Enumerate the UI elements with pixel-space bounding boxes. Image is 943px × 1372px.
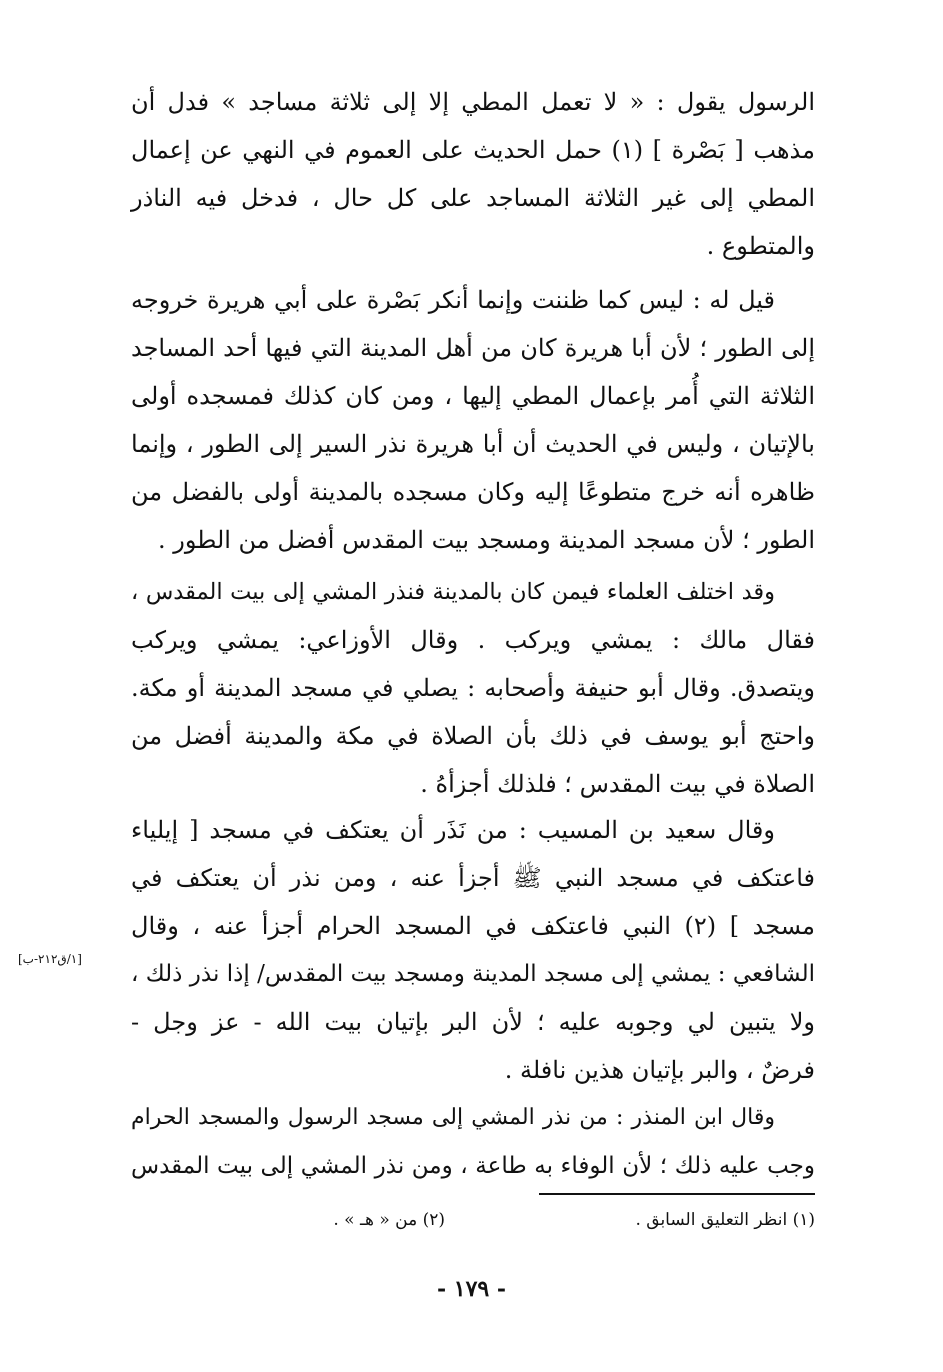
text-line: المطي إلى غير الثلاثة المساجد على كل حال ، فدخل فيه الناذر — [131, 184, 815, 212]
text-line: الثلاثة التي أُمر بإعمال المطي إليها ، ومن كان كذلك فمسجده أولى — [131, 382, 815, 410]
footnote-2: (٢) من « هـ » . — [333, 1210, 445, 1230]
text-line: فرضٌ ، والبر بإتيان هذين نافلة . — [504, 1056, 815, 1084]
paragraph-1 — [131, 78, 815, 270]
footnote-1: (١) انظر التعليق السابق . — [635, 1210, 815, 1230]
paragraph-4 — [131, 806, 815, 1094]
text-line: قيل له : ليس كما ظننت وإنما أنكر بَصْرة على أبي هريرة خروجه — [131, 286, 775, 314]
text-line: ظاهره أنه خرج متطوعًا إليه وكان مسجده بالمدينة أولى بالفضل من — [131, 478, 815, 506]
text-line: الرسول يقول : « لا تعمل المطي إلا إلى ثلاثة مساجد » فدل أن — [131, 88, 815, 116]
text-line: ولا يتبين لي وجوبه عليه ؛ لأن البر بإتيان بيت الله - عز وجل - — [131, 1008, 815, 1036]
text-line: واحتج أبو يوسف في ذلك بأن الصلاة في مكة والمدينة أفضل من — [131, 722, 815, 750]
text-line: فقال مالك : يمشي ويركب . وقال الأوزاعي: يمشي ويركب — [131, 626, 815, 654]
text-line: الصلاة في بيت المقدس ؛ فلذلك أجزأهُ . — [420, 770, 815, 798]
page-number: - ١٧٩ - — [436, 1276, 507, 1302]
paragraph-5 — [131, 1094, 815, 1190]
paragraph-2 — [131, 276, 815, 564]
text-line: وقد اختلف العلماء فيمن كان بالمدينة فنذر المشي إلى بيت المقدس ، — [131, 579, 775, 605]
text-line: وقال ابن المنذر : من نذر المشي إلى مسجد الرسول والمسجد الحرام — [131, 1105, 775, 1130]
text-line: الشافعي : يمشي إلى مسجد المدينة ومسجد بيت المقدس/ إذا نذر ذلك ، — [131, 961, 815, 987]
text-line: وقال سعيد بن المسيب : من نَذَر أن يعتكف في مسجد [ إيلياء — [131, 816, 775, 844]
text-line: وجب عليه ذلك ؛ لأن الوفاء به طاعة ، ومن نذر المشي إلى بيت المقدس — [131, 1153, 815, 1179]
text-line: الطور ؛ لأن مسجد المدينة ومسجد بيت المقدس أفضل من الطور . — [158, 526, 815, 554]
text-line: مسجد ] (٢) النبي فاعتكف في المسجد الحرام أجزأ عنه ، وقال — [131, 912, 816, 940]
manuscript-folio-note: [١/ق٢١٢-ب] — [18, 952, 82, 966]
paragraph-3 — [131, 568, 815, 808]
text-line: ويتصدق. وقال أبو حنيفة وأصحابه : يصلي في مسجد المدينة أو مكة. — [131, 674, 815, 702]
footnote-separator — [539, 1193, 815, 1195]
text-line: فاعتكف في مسجد النبي ﷺ أجزأ عنه ، ومن نذر أن يعتكف في — [131, 864, 815, 892]
text-line: إلى الطور ؛ لأن أبا هريرة كان من أهل المدينة التي فيها أحد المساجد — [131, 334, 815, 362]
text-line: مذهب [ بَصْرة ] (١) حمل الحديث على العموم في النهي عن إعمال — [131, 136, 816, 164]
text-line: بالإتيان ، وليس في الحديث أن أبا هريرة نذر السير إلى الطور ، وإنما — [131, 430, 815, 458]
text-line: والمتطوع . — [706, 232, 815, 260]
footnotes — [131, 1210, 815, 1240]
